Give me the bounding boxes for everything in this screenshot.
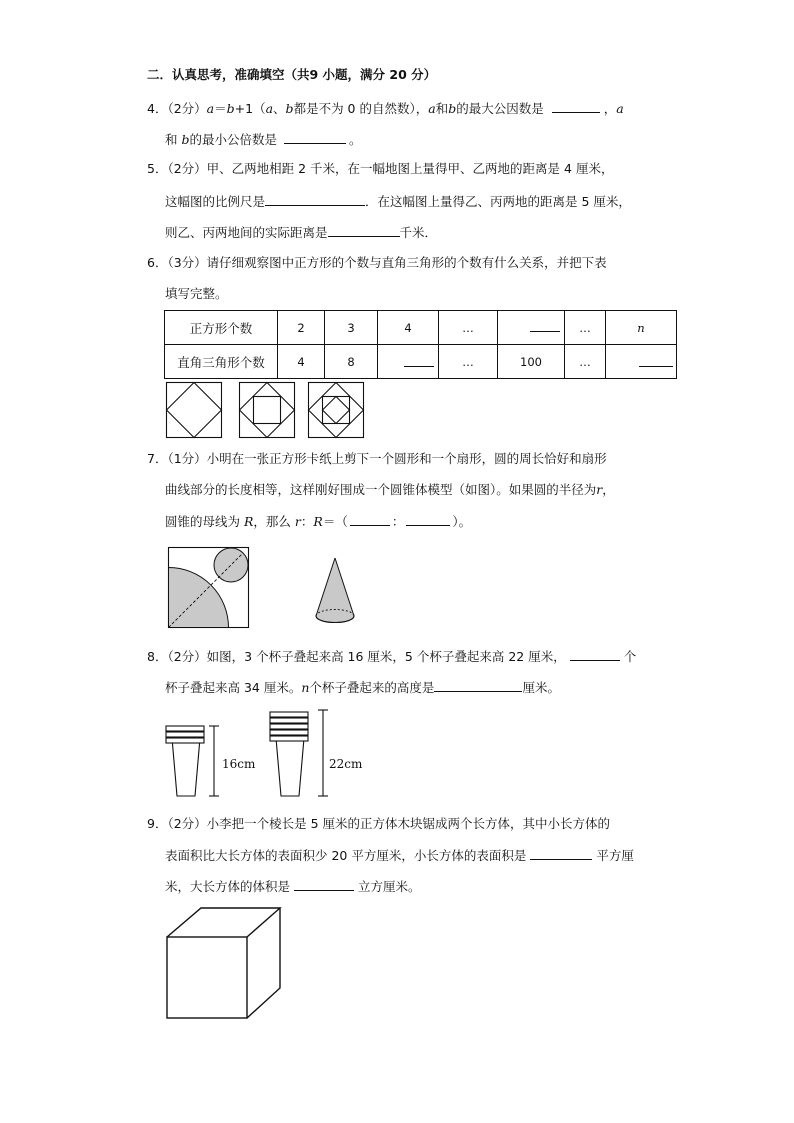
nested-squares-figure-1	[167, 383, 222, 438]
dimension-22cm	[318, 710, 328, 796]
q6-pattern-table	[164, 310, 677, 379]
question-7-line-2	[165, 481, 615, 499]
table-header-triangles: 直角三角形个数	[165, 345, 278, 379]
q9-cube-figure	[166, 907, 282, 1021]
question-9-line-2	[165, 846, 634, 865]
q5-distance-blank[interactable]	[328, 223, 400, 237]
question-5-line-3	[165, 223, 437, 242]
question-4-line-2	[165, 130, 362, 149]
question-7-line-1	[147, 450, 607, 468]
q4-var-a4: a	[616, 101, 624, 116]
q9-text-1: （2分）小李把一个棱长是 5 厘米的正方体木块锯成两个长方体，其中小长方体的	[167, 816, 611, 831]
q8-var-n: n	[301, 680, 310, 695]
question-8-line-2	[165, 678, 560, 697]
q4-var-b3: b	[448, 101, 457, 116]
q4-gcd-blank[interactable]	[552, 99, 600, 113]
q8-text-2c: 厘米。	[522, 680, 560, 695]
q8-height-blank[interactable]	[434, 678, 522, 692]
q7-text-3c: ＝（	[322, 514, 348, 529]
table-blank[interactable]	[404, 354, 434, 367]
table-blank[interactable]	[530, 321, 560, 332]
table-header-squares: 正方形个数	[165, 311, 278, 345]
question-4-line-1	[147, 99, 624, 118]
table-cell: 8	[325, 345, 378, 379]
q7-ratio-blank-left[interactable]	[350, 512, 390, 526]
table-row	[165, 345, 677, 379]
q4-lcm-blank[interactable]	[284, 130, 346, 144]
table-cell: …	[565, 345, 606, 379]
table-cell-blank[interactable]	[378, 345, 439, 379]
q9-text-3a: 米，大长方体的体积是	[165, 879, 291, 894]
dimension-16cm	[209, 726, 219, 796]
q7-text-1: （1分）小明在一张正方形卡纸上剪下一个圆形和一个扇形，圆的周长恰好和扇形	[167, 451, 607, 466]
q5-text-3a: 则乙、丙两地间的实际距离是	[165, 225, 328, 240]
table-cell: 100	[498, 345, 565, 379]
q7-colon: ：	[300, 514, 314, 529]
q4-var-b4: b	[181, 132, 190, 147]
q6-text-1: （3分）请仔细观察图中正方形的个数与直角三角形的个数有什么关系，并把下表	[167, 255, 607, 270]
q5-scale-blank[interactable]	[265, 192, 365, 206]
three-cups-stack	[166, 726, 204, 796]
q8-label-16cm: 16cm	[222, 757, 256, 771]
table-cell-blank[interactable]	[606, 345, 677, 379]
q9-text-3b: 立方厘米。	[358, 879, 421, 894]
question-9-line-3	[165, 877, 421, 896]
q7-cone-figure	[310, 556, 360, 626]
q7-text-2b: ，	[602, 482, 615, 497]
q9-text-2a: 表面积比大长方体的表面积少 20 平方厘米，小长方体的表面积是	[165, 848, 527, 863]
q5-text-2a: 这幅图的比例尺是	[165, 194, 266, 209]
q4-var-b2: b	[285, 101, 294, 116]
q4-text-3: 的最小公倍数是	[189, 132, 278, 147]
q4-and: 和	[435, 101, 449, 116]
q4-var-b: b	[226, 101, 235, 116]
q7-text-3a: 圆锥的母线为	[165, 514, 241, 529]
q9-number: 9．	[147, 816, 168, 831]
question-5-line-2	[165, 192, 631, 211]
nested-squares-figure-3	[309, 383, 364, 438]
q7-var-R2: R	[313, 514, 323, 529]
q7-number: 7．	[147, 451, 168, 466]
q5-text-1: （2分）甲、乙两地相距 2 千米，在一幅地图上量得甲、乙两地的距离是 4 厘米，	[167, 161, 614, 176]
q4-text-2: 的最大公因数是	[456, 101, 544, 116]
q8-count-blank[interactable]	[570, 647, 620, 661]
question-5-line-1	[147, 160, 613, 178]
question-6-line-2: 填写完整。	[165, 286, 228, 301]
q4-number: 4．	[147, 101, 168, 116]
question-7-line-3	[165, 512, 471, 531]
q4-score: （2分）	[167, 101, 207, 116]
q5-text-3b: 千米．	[399, 225, 438, 240]
q4-line2-and: 和	[165, 132, 178, 147]
q4-sep: 、	[273, 101, 286, 116]
table-cell: 4	[278, 345, 325, 379]
q4-comma: ，	[603, 101, 617, 116]
q4-end: 。	[349, 132, 362, 147]
q7-square-card-figure	[168, 547, 250, 629]
q9-text-2b: 平方厘	[596, 848, 634, 863]
q4-var-a2: a	[265, 101, 274, 116]
table-cell-blank[interactable]	[498, 311, 565, 345]
q7-var-r: r	[596, 482, 603, 497]
table-cell: 2	[278, 311, 325, 345]
table-cell: 4	[378, 311, 439, 345]
q7-var-r2: r	[294, 514, 301, 529]
q8-number: 8．	[147, 649, 168, 664]
q4-var-a: a	[206, 101, 215, 116]
q7-text-2a: 曲线部分的长度相等，这样刚好围成一个圆锥体模型（如图）。如果圆的半径为	[165, 482, 597, 497]
q4-plus-one: +1（	[234, 101, 266, 116]
table-cell: …	[439, 345, 498, 379]
q8-text-1b: 个	[623, 649, 637, 664]
q6-nested-squares-figures	[166, 382, 366, 442]
nested-squares-figure-2	[240, 383, 295, 438]
table-cell: …	[439, 311, 498, 345]
question-9-line-1	[147, 815, 610, 833]
q7-ratio-blank-right[interactable]	[406, 512, 450, 526]
q9-volume-blank[interactable]	[294, 877, 354, 891]
table-cell: 3	[325, 311, 378, 345]
question-6-line-1	[147, 254, 607, 272]
q8-text-2b: 个杯子叠起来的高度是	[309, 680, 435, 695]
q4-text-1: 都是不为 0 的自然数），	[293, 101, 429, 116]
section-title: 二．认真思考，准确填空（共9 小题，满分 20 分）	[147, 67, 437, 82]
q4-var-a3: a	[428, 101, 436, 116]
q6-number: 6．	[147, 255, 168, 270]
question-8-line-1	[147, 647, 636, 666]
q4-equals: ＝	[214, 101, 227, 116]
q7-colon-2: ：	[391, 514, 405, 529]
table-cell: n	[606, 311, 677, 345]
q8-text-2a: 杯子叠起来高 34 厘米。	[165, 680, 302, 695]
five-cups-stack	[270, 712, 308, 796]
q7-var-R: R	[244, 514, 254, 529]
q9-surface-area-blank[interactable]	[530, 846, 592, 860]
table-row	[165, 311, 677, 345]
q7-text-3b: ，那么	[253, 514, 291, 529]
q8-label-22cm: 22cm	[329, 757, 363, 771]
q5-number: 5．	[147, 161, 168, 176]
table-blank[interactable]	[639, 354, 673, 367]
q5-text-2b: ．在这幅图上量得乙、丙两地的距离是 5 厘米，	[365, 194, 631, 209]
table-cell: …	[565, 311, 606, 345]
q7-text-3d: ）。	[452, 514, 472, 529]
q8-text-1a: （2分）如图，3 个杯子叠起来高 16 厘米，5 个杯子叠起来高 22 厘米，	[167, 649, 566, 664]
